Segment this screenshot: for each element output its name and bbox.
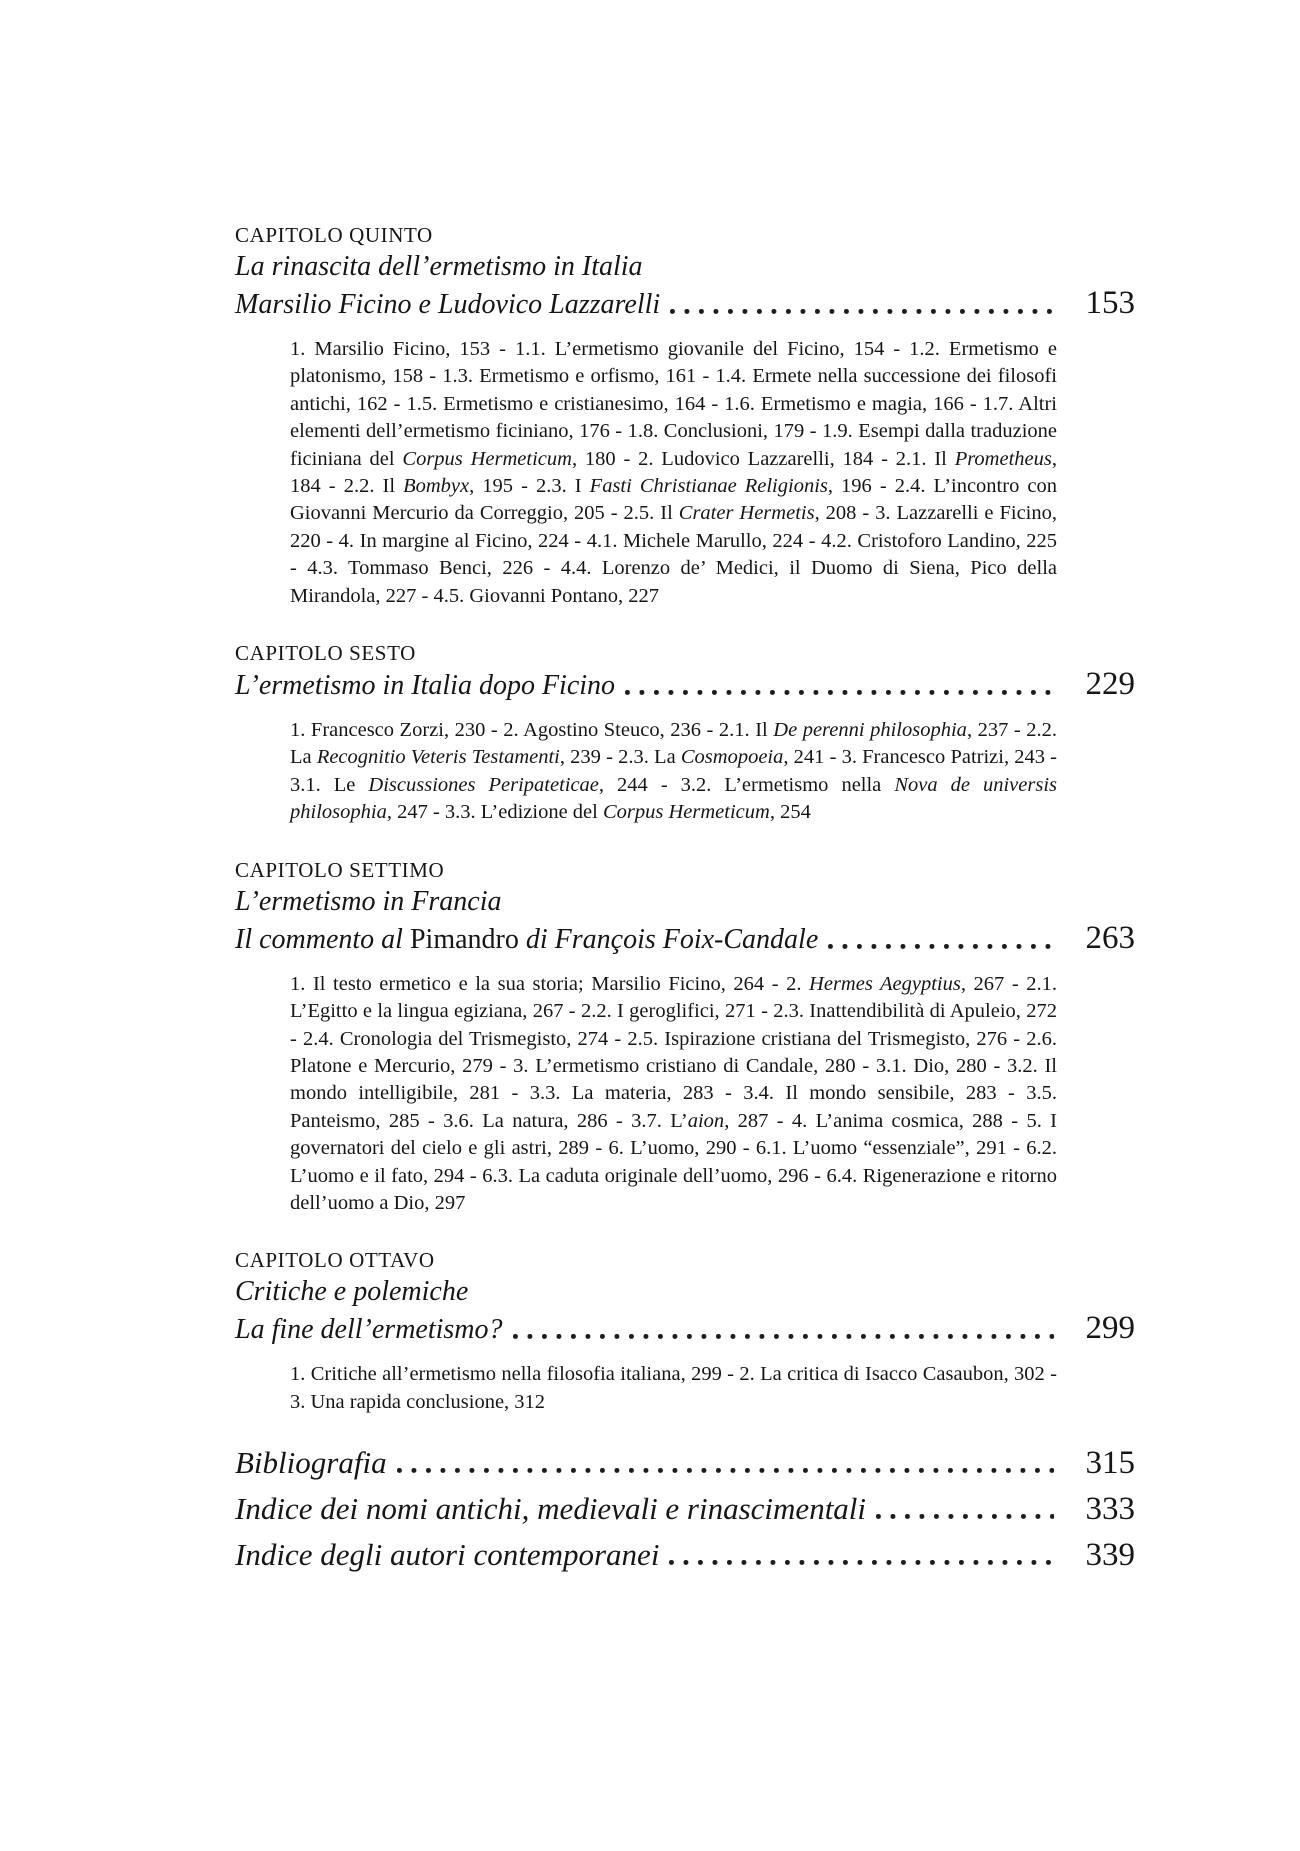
toc-section-capitolo-sesto bbox=[235, 640, 1135, 827]
backmatter-entry-title: Indice degli autori contemporanei bbox=[235, 1537, 660, 1573]
chapter-title-line bbox=[235, 1310, 1135, 1348]
chapter-subtitle: La fine dell’ermetismo? bbox=[235, 1314, 503, 1346]
chapter-title-line bbox=[235, 920, 1135, 958]
chapter-kicker: CAPITOLO QUINTO bbox=[235, 223, 433, 247]
chapter-subtitle: Il commento al Pimandro di François Foix-Candale bbox=[235, 923, 819, 955]
chapter-title: L’ermetismo in Francia bbox=[235, 885, 502, 917]
chapter-kicker: CAPITOLO OTTAVO bbox=[235, 1248, 435, 1273]
chapter-summary: 1. Critiche all’ermetismo nella filosofia italiana, 299 - 2. La critica di Isacco Casaubon, 302 - 3. Una rapida conclusione, 312 bbox=[290, 1363, 1057, 1413]
toc-section-capitolo-quinto bbox=[235, 222, 1135, 610]
chapter-title-line bbox=[235, 883, 1135, 920]
chapter-title-line bbox=[235, 1273, 1135, 1310]
chapter-page-number: 299 bbox=[1085, 1310, 1135, 1347]
chapter-page-number: 153 bbox=[1085, 285, 1135, 321]
backmatter-entries bbox=[235, 1440, 1135, 1578]
chapter-summary: 1. Francesco Zorzi, 230 - 2. Agostino Steuco, 236 - 2.1. Il De perenni philosophia, 237 - 2.2. La Recognitio Veteris Testamenti, 239 - 2.3. La Cosmopoeia, 241 - 3. Francesco Patrizi, 243 - 3.1. Le Discussiones Peripateticae, 244 - 3.2. L’ermetismo nella Nova de universis philosophia, 247 - 3.3. L’edizione del Corpus Hermeticum, 254 bbox=[290, 719, 1058, 824]
chapter-title-line bbox=[235, 285, 1135, 323]
dot-leader bbox=[669, 1560, 1053, 1565]
toc-section-capitolo-ottavo bbox=[235, 1247, 1135, 1416]
chapter-kicker: CAPITOLO SETTIMO bbox=[235, 857, 445, 882]
chapter-kicker: CAPITOLO SESTO bbox=[235, 641, 416, 666]
chapter-title: Critiche e polemiche bbox=[235, 1276, 469, 1308]
backmatter-page-number: 315 bbox=[1085, 1445, 1135, 1482]
chapter-title: L’ermetismo in Italia dopo Ficino bbox=[235, 670, 616, 702]
dot-leader bbox=[397, 1468, 1054, 1473]
backmatter-entry-indice-nomi bbox=[235, 1486, 1135, 1532]
toc-content bbox=[235, 222, 1135, 1578]
dot-leader bbox=[670, 309, 1053, 314]
chapter-summary: 1. Marsilio Ficino, 153 - 1.1. L’ermetismo giovanile del Ficino, 154 - 1.2. Ermetismo e platonismo, 158 - 1.3. Ermetismo e orfismo, 161 - 1.4. Ermete nella successione dei filosofi antichi, 162 - 1.5. Ermetismo e cristianesimo, 164 - 1.6. Ermetismo e magia, 166 - 1.7. Altri elementi dell’ermetismo ficiniano, 176 - 1.8. Conclusioni, 179 - 1.9. Esempi dalla traduzione ficiniana del Corpus Hermeticum, 180 - 2. Ludovico Lazzarelli, 184 - 2.1. Il Prometheus, 184 - 2.2. Il Bombyx, 195 - 2.3. I Fasti Christianae Religionis, 196 - 2.4. L’incontro con Giovanni Mercurio da Correggio, 205 - 2.5. Il Crater Hermetis, 208 - 3. Lazzarelli e Ficino, 220 - 4. In margine al Ficino, 224 - 4.1. Michele Marullo, 224 - 4.2. Cristoforo Landino, 225 - 4.3. Tommaso Benci, 226 - 4.4. Lorenzo de’ Medici, il Duomo di Siena, Pico della Mirandola, 227 - 4.5. Giovanni Pontano, 227 bbox=[290, 338, 1057, 607]
dot-leader bbox=[625, 690, 1053, 695]
backmatter-entry-title: Indice dei nomi antichi, medievali e rinascimentali bbox=[235, 1491, 867, 1527]
chapter-title: La rinascita dell’ermetismo in Italia bbox=[235, 251, 643, 282]
backmatter-page-number: 339 bbox=[1085, 1537, 1135, 1574]
backmatter-page-number: 333 bbox=[1085, 1491, 1135, 1528]
dot-leader bbox=[828, 944, 1053, 949]
backmatter-entry-title: Bibliografia bbox=[235, 1445, 387, 1481]
dot-leader bbox=[513, 1334, 1054, 1339]
chapter-title-line bbox=[235, 666, 1135, 704]
backmatter-entry-bibliografia bbox=[235, 1440, 1135, 1486]
dot-leader bbox=[876, 1514, 1053, 1519]
backmatter-entry-indice-autori bbox=[235, 1532, 1135, 1578]
chapter-title-line bbox=[235, 248, 1135, 285]
toc-section-capitolo-settimo bbox=[235, 857, 1135, 1218]
chapter-page-number: 263 bbox=[1085, 919, 1135, 956]
chapter-summary: 1. Il testo ermetico e la sua storia; Marsilio Ficino, 264 - 2. Hermes Aegyptius, 267 - 2.1. L’Egitto e la lingua egiziana, 267 - 2.2. I geroglifici, 271 - 2.3. Inattendibilità di Apuleio, 272 - 2.4. Cronologia del Trismegisto, 274 - 2.5. Ispirazione cristiana del Trismegisto, 276 - 2.6. Platone e Mercurio, 279 - 3. L’ermetismo cristiano di Candale, 280 - 3.1. Dio, 280 - 3.2. Il mondo intelligibile, 281 - 3.3. La materia, 283 - 3.4. Il mondo sensibile, 283 - 3.5. Panteismo, 285 - 3.6. La natura, 286 - 3.7. L’aion, 287 - 4. L’anima cosmica, 288 - 5. I governatori del cielo e gli astri, 289 - 6. L’uomo, 290 - 6.1. L’uomo “essenziale”, 291 - 6.2. L’uomo e il fato, 294 - 6.3. La caduta originale dell’uomo, 296 - 6.4. Rigenerazione e ritorno dell’uomo a Dio, 297 bbox=[290, 972, 1057, 1214]
chapter-page-number: 229 bbox=[1085, 666, 1135, 703]
chapter-subtitle: Marsilio Ficino e Ludovico Lazzarelli bbox=[235, 289, 661, 320]
